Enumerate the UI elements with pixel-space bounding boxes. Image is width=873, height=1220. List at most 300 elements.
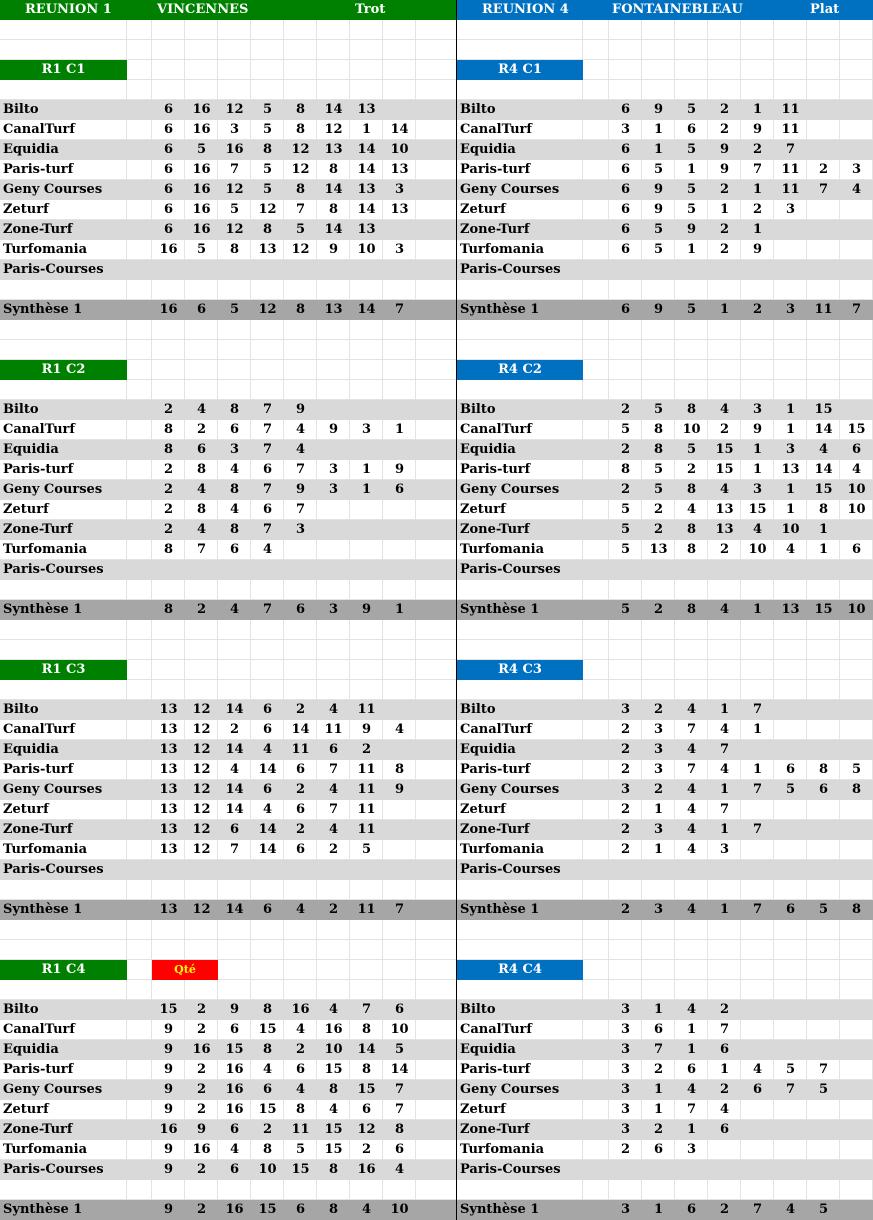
pick-number <box>840 100 873 120</box>
grid-cell <box>774 940 807 960</box>
pick-number: 11 <box>781 102 800 117</box>
pick-number: 6 <box>295 842 306 857</box>
pick-number <box>350 400 383 420</box>
pick-number: 11 <box>781 162 800 177</box>
pick-number <box>383 820 416 840</box>
synthese-number: 15 <box>258 1202 277 1217</box>
grid-cell <box>152 980 185 1000</box>
grid-cell <box>185 40 218 60</box>
pick-number: 13 <box>258 242 277 257</box>
grid-cell <box>642 640 675 660</box>
grid-cell <box>127 1040 152 1060</box>
pick-number <box>609 1160 642 1180</box>
synthese-number: 10 <box>847 602 866 617</box>
grid-cell <box>127 760 152 780</box>
source-name: Bilto <box>3 1002 39 1017</box>
source-row <box>0 1060 456 1080</box>
pick-number: 9 <box>163 1162 174 1177</box>
pick-number: 12 <box>291 142 310 157</box>
pick-number: 4 <box>686 702 697 717</box>
grid-cell <box>127 460 152 480</box>
pick-number: 2 <box>361 1142 372 1157</box>
grid-cell <box>350 60 383 80</box>
grid-cell <box>185 1180 218 1200</box>
source-row <box>0 1020 456 1040</box>
pick-number: 16 <box>192 122 211 137</box>
source-name: CanalTurf <box>3 122 75 137</box>
grid-cell <box>840 380 873 400</box>
pick-number: 13 <box>357 102 376 117</box>
pick-number <box>774 740 807 760</box>
grid-cell <box>127 120 152 140</box>
grid-cell <box>840 40 873 60</box>
source-row <box>457 1040 873 1060</box>
pick-number: 6 <box>620 182 631 197</box>
source-name: Geny Courses <box>460 482 560 497</box>
grid-cell <box>840 660 873 680</box>
pick-number <box>251 560 284 580</box>
pick-number: 1 <box>752 722 763 737</box>
source-row <box>457 260 873 280</box>
pick-number: 1 <box>653 122 664 137</box>
pick-number: 6 <box>653 1022 664 1037</box>
pick-number: 16 <box>192 102 211 117</box>
pick-number <box>807 1120 840 1140</box>
grid-cell <box>807 280 840 300</box>
pick-number <box>185 860 218 880</box>
pick-number: 14 <box>258 822 277 837</box>
grid-cell <box>583 460 609 480</box>
grid-cell <box>675 380 708 400</box>
grid-cell <box>383 380 416 400</box>
pick-number <box>609 860 642 880</box>
pick-number: 2 <box>163 482 174 497</box>
pick-number <box>317 520 350 540</box>
grid-cell <box>642 940 675 960</box>
pick-number <box>284 560 317 580</box>
grid-cell <box>152 640 185 660</box>
pick-number: 8 <box>295 182 306 197</box>
pick-number <box>807 1000 840 1020</box>
race-badge: R4 C4 <box>457 960 583 980</box>
pick-number <box>317 400 350 420</box>
grid-cell <box>218 880 251 900</box>
grid-cell <box>807 980 840 1000</box>
pick-number: 6 <box>394 1002 405 1017</box>
grid-cell <box>457 580 583 600</box>
grid-cell <box>840 980 873 1000</box>
pick-number: 4 <box>196 482 207 497</box>
grid-cell <box>583 540 609 560</box>
empty-row <box>0 320 456 340</box>
pick-number: 5 <box>686 182 697 197</box>
pick-number <box>807 1160 840 1180</box>
pick-number <box>708 1160 741 1180</box>
pick-number <box>317 260 350 280</box>
source-name: Geny Courses <box>3 1082 103 1097</box>
grid-cell <box>642 1180 675 1200</box>
synthese-number: 2 <box>653 602 664 617</box>
race-badge: R1 C1 <box>0 60 127 80</box>
pick-number: 8 <box>394 762 405 777</box>
grid-cell <box>127 680 152 700</box>
synthese-number: 2 <box>328 902 339 917</box>
grid-cell <box>807 60 840 80</box>
pick-number <box>185 260 218 280</box>
grid-cell <box>675 920 708 940</box>
grid-cell <box>350 580 383 600</box>
pick-number <box>350 260 383 280</box>
grid-cell <box>609 280 642 300</box>
source-row <box>0 220 456 240</box>
grid-cell <box>218 680 251 700</box>
source-row <box>0 200 456 220</box>
grid-cell <box>583 1060 609 1080</box>
grid-cell <box>774 880 807 900</box>
source-name: Geny Courses <box>3 782 103 797</box>
pick-number: 1 <box>752 222 763 237</box>
header-discipline: Plat <box>810 2 840 17</box>
pick-number <box>840 1040 873 1060</box>
pick-number: 16 <box>357 1162 376 1177</box>
grid-cell <box>583 1120 609 1140</box>
pick-number: 13 <box>390 202 409 217</box>
pick-number <box>741 1000 774 1020</box>
pick-number: 14 <box>225 802 244 817</box>
synthese-label: Synthèse 1 <box>460 602 540 617</box>
grid-cell <box>583 420 609 440</box>
source-name: Turfomania <box>3 1142 88 1157</box>
pick-number: 14 <box>357 142 376 157</box>
pick-number: 4 <box>229 1142 240 1157</box>
grid-cell <box>185 640 218 660</box>
pick-number: 9 <box>686 222 697 237</box>
pick-number: 7 <box>262 402 273 417</box>
pick-number: 13 <box>159 742 178 757</box>
grid-cell <box>807 380 840 400</box>
source-row <box>457 780 873 800</box>
synthese-number: 12 <box>192 902 211 917</box>
grid-cell <box>583 380 609 400</box>
pick-number: 6 <box>620 162 631 177</box>
pick-number: 1 <box>686 1042 697 1057</box>
pick-number: 2 <box>196 422 207 437</box>
pick-number <box>350 560 383 580</box>
synthese-number: 15 <box>814 602 833 617</box>
pick-number <box>807 740 840 760</box>
source-name: Turfomania <box>460 242 545 257</box>
race-badge: R1 C4 <box>0 960 127 980</box>
pick-number: 4 <box>229 502 240 517</box>
pick-number: 15 <box>715 442 734 457</box>
grid-cell <box>127 300 152 320</box>
pick-number: 9 <box>196 1122 207 1137</box>
grid-cell <box>807 20 840 40</box>
pick-number: 10 <box>847 482 866 497</box>
source-row <box>0 160 456 180</box>
grid-cell <box>383 620 416 640</box>
pick-number: 6 <box>163 202 174 217</box>
empty-row <box>457 20 873 40</box>
pick-number: 5 <box>686 442 697 457</box>
pick-number: 3 <box>785 442 796 457</box>
synthese-number: 8 <box>686 602 697 617</box>
grid-cell <box>152 920 185 940</box>
pick-number: 6 <box>620 102 631 117</box>
pick-number <box>840 140 873 160</box>
pick-number: 9 <box>163 1142 174 1157</box>
grid-cell <box>284 680 317 700</box>
source-name: Paris-turf <box>3 462 74 477</box>
pick-number: 12 <box>192 822 211 837</box>
grid-cell <box>741 880 774 900</box>
grid-cell <box>350 660 383 680</box>
grid-cell <box>583 80 609 100</box>
synthese-number: 7 <box>394 302 405 317</box>
pick-number <box>383 840 416 860</box>
pick-number <box>383 540 416 560</box>
grid-cell <box>741 660 774 680</box>
pick-number: 10 <box>390 142 409 157</box>
source-name: CanalTurf <box>460 1022 532 1037</box>
grid-cell <box>741 360 774 380</box>
source-row <box>0 180 456 200</box>
grid-cell <box>642 340 675 360</box>
grid-cell <box>807 80 840 100</box>
pick-number: 6 <box>262 502 273 517</box>
grid-cell <box>284 620 317 640</box>
grid-cell <box>840 920 873 940</box>
pick-number: 9 <box>163 1082 174 1097</box>
pick-number <box>840 560 873 580</box>
pick-number: 16 <box>159 1122 178 1137</box>
grid-cell <box>675 360 708 380</box>
grid-cell <box>840 940 873 960</box>
pick-number: 5 <box>785 1062 796 1077</box>
synthese-number: 2 <box>196 602 207 617</box>
grid-cell <box>840 640 873 660</box>
grid-cell <box>152 280 185 300</box>
pick-number: 2 <box>620 822 631 837</box>
pick-number: 7 <box>719 802 730 817</box>
pick-number <box>708 1140 741 1160</box>
grid-cell <box>708 620 741 640</box>
pick-number: 11 <box>291 1122 310 1137</box>
grid-cell <box>675 960 708 980</box>
grid-cell <box>127 880 152 900</box>
grid-cell <box>609 80 642 100</box>
grid-cell <box>807 940 840 960</box>
pick-number: 3 <box>620 782 631 797</box>
grid-cell <box>185 340 218 360</box>
source-row <box>457 400 873 420</box>
grid-cell <box>350 360 383 380</box>
grid-cell <box>152 380 185 400</box>
pick-number: 4 <box>686 802 697 817</box>
pick-number: 11 <box>357 762 376 777</box>
grid-cell <box>251 880 284 900</box>
pick-number: 15 <box>748 502 767 517</box>
source-row <box>457 440 873 460</box>
pick-number: 7 <box>262 522 273 537</box>
pick-number <box>708 860 741 880</box>
grid-cell <box>609 320 642 340</box>
pick-number: 14 <box>258 842 277 857</box>
grid-cell <box>708 320 741 340</box>
pick-number <box>350 860 383 880</box>
source-row <box>0 1120 456 1140</box>
grid-cell <box>127 1020 152 1040</box>
grid-cell <box>840 620 873 640</box>
pick-number: 4 <box>719 402 730 417</box>
pick-number <box>741 1040 774 1060</box>
source-row <box>0 500 456 520</box>
source-name: Zone-Turf <box>460 522 530 537</box>
pick-number <box>741 1120 774 1140</box>
grid-cell <box>218 60 251 80</box>
grid-cell <box>127 700 152 720</box>
grid-cell <box>152 320 185 340</box>
grid-cell <box>218 640 251 660</box>
pick-number <box>317 500 350 520</box>
empty-row <box>457 640 873 660</box>
header-discipline: Trot <box>355 2 386 17</box>
source-name: Geny Courses <box>3 182 103 197</box>
pick-number <box>774 1140 807 1160</box>
grid-cell <box>350 280 383 300</box>
pick-number: 14 <box>225 702 244 717</box>
pick-number: 4 <box>686 742 697 757</box>
pick-number: 2 <box>295 702 306 717</box>
grid-cell <box>127 1160 152 1180</box>
grid-cell <box>583 40 609 60</box>
pick-number: 5 <box>785 782 796 797</box>
pick-number <box>840 1160 873 1180</box>
pick-number <box>774 840 807 860</box>
pick-number: 9 <box>719 142 730 157</box>
grid-cell <box>152 80 185 100</box>
source-row <box>0 1000 456 1020</box>
empty-row <box>457 320 873 340</box>
pick-number <box>807 700 840 720</box>
grid-cell <box>0 1180 127 1200</box>
header-reunion: REUNION 1 <box>25 2 112 17</box>
pick-number: 2 <box>719 122 730 137</box>
pick-number: 7 <box>394 1082 405 1097</box>
grid-cell <box>708 880 741 900</box>
pick-number: 8 <box>394 1122 405 1137</box>
pick-number: 7 <box>262 422 273 437</box>
pick-number: 12 <box>225 182 244 197</box>
pick-number: 9 <box>163 1042 174 1057</box>
pick-number: 13 <box>159 842 178 857</box>
source-name: CanalTurf <box>3 422 75 437</box>
source-row <box>0 540 456 560</box>
empty-row <box>0 640 456 660</box>
grid-cell <box>642 80 675 100</box>
grid-cell <box>457 40 583 60</box>
source-name: Turfomania <box>3 842 88 857</box>
source-name: Paris-turf <box>460 762 531 777</box>
grid-cell <box>383 40 416 60</box>
grid-cell <box>609 660 642 680</box>
pick-number: 3 <box>620 702 631 717</box>
grid-cell <box>583 520 609 540</box>
pick-number: 5 <box>262 122 273 137</box>
pick-number <box>774 220 807 240</box>
pick-number: 4 <box>752 522 763 537</box>
pick-number <box>807 140 840 160</box>
pick-number: 2 <box>719 1002 730 1017</box>
grid-cell <box>609 580 642 600</box>
grid-cell <box>127 360 152 380</box>
grid-cell <box>350 880 383 900</box>
pick-number: 9 <box>163 1102 174 1117</box>
pick-number: 1 <box>686 1022 697 1037</box>
pick-number: 12 <box>324 122 343 137</box>
source-row <box>0 740 456 760</box>
grid-cell <box>609 980 642 1000</box>
pick-number <box>383 400 416 420</box>
grid-cell <box>284 320 317 340</box>
pick-number: 6 <box>163 182 174 197</box>
grid-cell <box>251 1180 284 1200</box>
pick-number <box>840 1140 873 1160</box>
empty-row <box>0 880 456 900</box>
pick-number: 2 <box>295 822 306 837</box>
pick-number: 12 <box>192 742 211 757</box>
grid-cell <box>317 920 350 940</box>
grid-cell <box>185 880 218 900</box>
pick-number: 2 <box>163 502 174 517</box>
pick-number: 2 <box>620 802 631 817</box>
pick-number: 9 <box>719 162 730 177</box>
grid-cell <box>583 620 609 640</box>
pick-number: 4 <box>752 1062 763 1077</box>
pick-number <box>383 860 416 880</box>
pick-number: 7 <box>295 202 306 217</box>
pick-number: 8 <box>328 162 339 177</box>
pick-number: 15 <box>225 1042 244 1057</box>
pick-number: 14 <box>324 222 343 237</box>
source-name: Zone-Turf <box>3 1122 73 1137</box>
pick-number <box>807 120 840 140</box>
grid-cell <box>127 320 152 340</box>
race-label-row <box>457 660 873 680</box>
grid-cell <box>127 860 152 880</box>
pick-number: 9 <box>653 102 664 117</box>
grid-cell <box>317 640 350 660</box>
pick-number <box>317 540 350 560</box>
source-name: Paris-Courses <box>3 1162 104 1177</box>
pick-number: 14 <box>291 722 310 737</box>
grid-cell <box>583 20 609 40</box>
grid-cell <box>807 1180 840 1200</box>
grid-cell <box>609 880 642 900</box>
grid-cell <box>583 140 609 160</box>
pick-number: 1 <box>719 822 730 837</box>
pick-number: 1 <box>686 242 697 257</box>
grid-cell <box>642 380 675 400</box>
grid-cell <box>127 100 152 120</box>
pick-number: 6 <box>851 442 862 457</box>
grid-cell <box>251 620 284 640</box>
pick-number: 14 <box>324 182 343 197</box>
pick-number: 1 <box>818 522 829 537</box>
grid-cell <box>741 940 774 960</box>
grid-cell <box>675 1180 708 1200</box>
pick-number: 8 <box>818 502 829 517</box>
